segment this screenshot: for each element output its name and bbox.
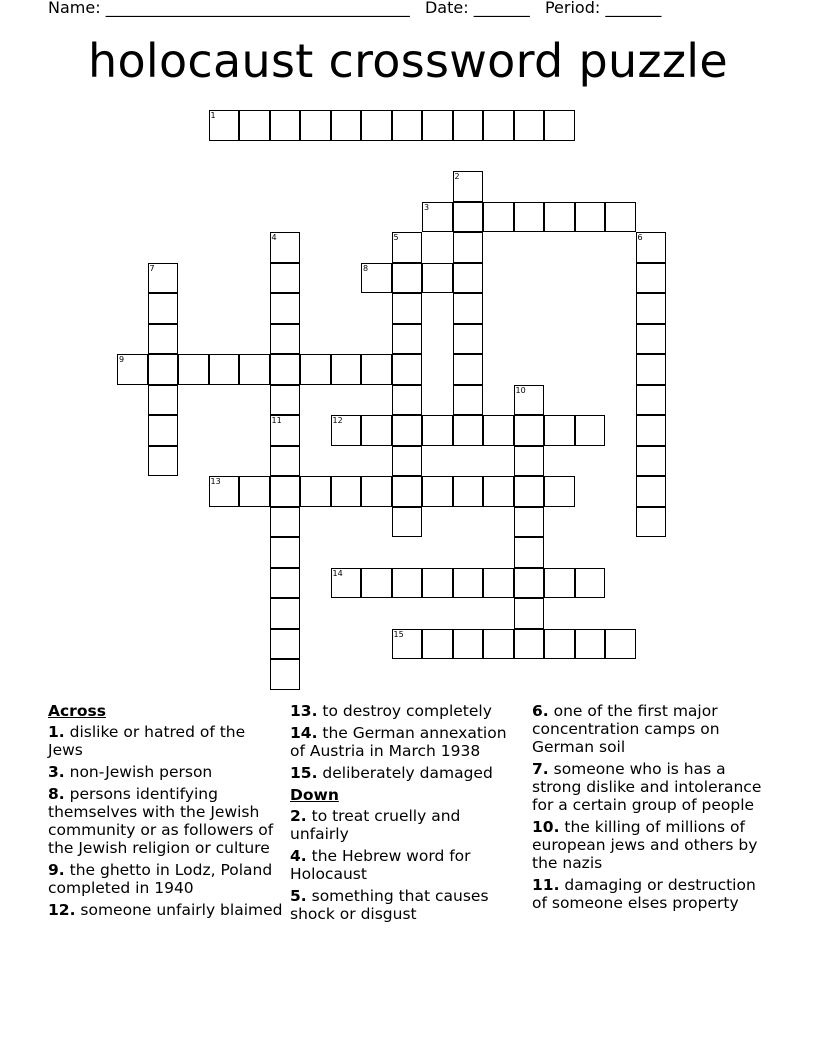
clue-number-label: 15 bbox=[393, 629, 404, 639]
clue-number-label: 3 bbox=[424, 202, 430, 212]
grid-cell[interactable] bbox=[148, 293, 179, 324]
grid-cell[interactable] bbox=[453, 568, 484, 599]
clue-number: 15. bbox=[290, 764, 318, 782]
grid-cell[interactable] bbox=[331, 415, 362, 446]
grid-cell[interactable] bbox=[270, 263, 301, 294]
clue-item bbox=[532, 760, 764, 814]
grid-cell[interactable] bbox=[453, 629, 484, 660]
grid-cell[interactable] bbox=[392, 110, 423, 141]
grid-cell[interactable] bbox=[300, 110, 331, 141]
grid-cell[interactable] bbox=[270, 324, 301, 355]
clue-number: 13. bbox=[290, 702, 318, 720]
grid-cell[interactable] bbox=[422, 263, 453, 294]
grid-cell[interactable] bbox=[453, 354, 484, 385]
grid-cell[interactable] bbox=[270, 415, 301, 446]
clue-number: 4. bbox=[290, 847, 307, 865]
clue-item bbox=[290, 702, 522, 720]
clue-number: 5. bbox=[290, 887, 307, 905]
grid-cell[interactable] bbox=[270, 659, 301, 690]
clue-number-label: 14 bbox=[332, 568, 343, 578]
grid-cell[interactable] bbox=[148, 324, 179, 355]
grid-cell[interactable] bbox=[544, 568, 575, 599]
clue-item bbox=[290, 764, 522, 782]
grid-cell[interactable] bbox=[392, 263, 423, 294]
grid-cell[interactable] bbox=[361, 568, 392, 599]
grid-cell[interactable] bbox=[636, 354, 667, 385]
clue-text: deliberately damaged bbox=[317, 764, 493, 782]
grid-cell[interactable] bbox=[483, 202, 514, 233]
grid-cell[interactable] bbox=[453, 385, 484, 416]
grid-cell[interactable] bbox=[270, 385, 301, 416]
grid-cell[interactable] bbox=[453, 476, 484, 507]
grid-cell[interactable] bbox=[636, 232, 667, 263]
grid-cell[interactable] bbox=[636, 476, 667, 507]
grid-cell[interactable] bbox=[361, 354, 392, 385]
grid-cell[interactable] bbox=[148, 415, 179, 446]
clue-item bbox=[48, 901, 283, 919]
date-blank: _______ bbox=[473, 0, 530, 17]
clue-number-label: 12 bbox=[332, 416, 343, 425]
clue-item bbox=[290, 724, 522, 760]
grid-cell[interactable] bbox=[178, 354, 209, 385]
clue-text: someone who is has a strong dislike and intolerance for a certain group of people bbox=[532, 760, 762, 814]
grid-cell[interactable] bbox=[270, 354, 301, 385]
grid-cell[interactable] bbox=[392, 293, 423, 324]
clue-text: someone unfairly blaimed bbox=[75, 901, 283, 919]
clue-text: the Hebrew word for Holocaust bbox=[290, 847, 471, 883]
clue-number-label: 5 bbox=[393, 233, 399, 242]
grid-cell[interactable] bbox=[514, 629, 545, 660]
grid-cell[interactable] bbox=[422, 110, 453, 141]
grid-cell[interactable] bbox=[422, 202, 453, 233]
grid-cell[interactable] bbox=[544, 415, 575, 446]
grid-cell[interactable] bbox=[270, 568, 301, 599]
grid-cell[interactable] bbox=[544, 476, 575, 507]
clue-item bbox=[532, 818, 764, 872]
grid-cell[interactable] bbox=[300, 476, 331, 507]
clue-text: something that causes shock or disgust bbox=[290, 887, 489, 923]
grid-cell[interactable] bbox=[392, 385, 423, 416]
grid-cell[interactable] bbox=[636, 324, 667, 355]
clue-text: damaging or destruction of someone elses property bbox=[532, 876, 756, 912]
grid-cell[interactable] bbox=[392, 415, 423, 446]
grid-cell[interactable] bbox=[392, 507, 423, 538]
grid-cell[interactable] bbox=[392, 446, 423, 477]
grid-cell[interactable] bbox=[331, 476, 362, 507]
grid-cell[interactable] bbox=[392, 568, 423, 599]
grid-cell[interactable] bbox=[270, 537, 301, 568]
grid-cell[interactable] bbox=[453, 415, 484, 446]
clue-number-label: 4 bbox=[271, 233, 277, 242]
grid-cell[interactable] bbox=[270, 507, 301, 538]
grid-cell[interactable] bbox=[422, 568, 453, 599]
grid-cell[interactable] bbox=[483, 476, 514, 507]
grid-cell[interactable] bbox=[209, 354, 240, 385]
clue-number: 14. bbox=[290, 724, 318, 742]
period-label: Period: bbox=[544, 0, 601, 17]
clue-number-label: 13 bbox=[210, 477, 221, 486]
grid-cell[interactable] bbox=[544, 629, 575, 660]
grid-cell[interactable] bbox=[270, 598, 301, 629]
clue-text: dislike or hatred of the Jews bbox=[48, 723, 246, 759]
grid-cell[interactable] bbox=[239, 476, 270, 507]
clue-item bbox=[290, 887, 522, 923]
clues-column-1 bbox=[48, 702, 283, 923]
clue-section-heading: Down bbox=[290, 786, 339, 804]
grid-cell[interactable] bbox=[453, 202, 484, 233]
clue-number-label: 7 bbox=[149, 263, 155, 273]
grid-cell[interactable] bbox=[148, 263, 179, 294]
clue-text: persons identifying themselves with the Jewish community or as followers of the Jewish religion or culture bbox=[48, 785, 274, 857]
grid-cell[interactable] bbox=[331, 110, 362, 141]
grid-cell[interactable] bbox=[331, 354, 362, 385]
grid-cell[interactable] bbox=[148, 385, 179, 416]
grid-cell[interactable] bbox=[422, 415, 453, 446]
grid-cell[interactable] bbox=[239, 110, 270, 141]
clue-number: 8. bbox=[48, 785, 65, 803]
clue-number: 9. bbox=[48, 861, 65, 879]
clue-number-label: 6 bbox=[637, 233, 643, 242]
grid-cell[interactable] bbox=[514, 507, 545, 538]
clue-text: one of the first major concentration camps on German soil bbox=[532, 702, 720, 756]
grid-cell[interactable] bbox=[636, 507, 667, 538]
grid-cell[interactable] bbox=[544, 202, 575, 233]
clue-number: 12. bbox=[48, 901, 76, 919]
grid-cell[interactable] bbox=[514, 110, 545, 141]
grid-cell[interactable] bbox=[361, 110, 392, 141]
grid-cell[interactable] bbox=[453, 263, 484, 294]
grid-cell[interactable] bbox=[453, 110, 484, 141]
clues-column-2 bbox=[290, 702, 522, 927]
clue-item bbox=[48, 861, 283, 897]
grid-cell[interactable] bbox=[392, 476, 423, 507]
grid-cell[interactable] bbox=[422, 629, 453, 660]
grid-cell[interactable] bbox=[483, 110, 514, 141]
grid-cell[interactable] bbox=[361, 263, 392, 294]
grid-cell[interactable] bbox=[270, 629, 301, 660]
clue-text: to treat cruelly and unfairly bbox=[290, 807, 461, 843]
grid-cell[interactable] bbox=[453, 171, 484, 202]
clue-text: the killing of millions of european jews and others by the nazis bbox=[532, 818, 758, 872]
period-blank: _______ bbox=[605, 0, 662, 17]
clue-text: to destroy completely bbox=[317, 702, 492, 720]
grid-cell[interactable] bbox=[514, 202, 545, 233]
page-title: holocaust crossword puzzle bbox=[88, 34, 728, 88]
grid-cell[interactable] bbox=[239, 354, 270, 385]
clue-number: 6. bbox=[532, 702, 549, 720]
clue-number: 1. bbox=[48, 723, 65, 741]
clue-text: non-Jewish person bbox=[64, 763, 213, 781]
grid-cell[interactable] bbox=[636, 293, 667, 324]
clue-item bbox=[290, 807, 522, 843]
grid-cell[interactable] bbox=[483, 629, 514, 660]
name-blank: ______________________________________ bbox=[105, 0, 410, 17]
grid-cell[interactable] bbox=[453, 293, 484, 324]
clues-column-3 bbox=[532, 702, 764, 916]
clue-number-label: 1 bbox=[210, 111, 216, 120]
clue-number-label: 9 bbox=[119, 355, 125, 364]
grid-cell[interactable] bbox=[148, 446, 179, 477]
clue-number-label: 8 bbox=[363, 263, 369, 273]
grid-cell[interactable] bbox=[270, 232, 301, 263]
grid-cell[interactable] bbox=[453, 324, 484, 355]
grid-cell[interactable] bbox=[514, 598, 545, 629]
grid-cell[interactable] bbox=[483, 415, 514, 446]
grid-cell[interactable] bbox=[636, 385, 667, 416]
grid-cell[interactable] bbox=[514, 537, 545, 568]
clue-number: 10. bbox=[532, 818, 560, 836]
clue-section-heading: Across bbox=[48, 702, 106, 720]
grid-cell[interactable] bbox=[575, 568, 606, 599]
grid-cell[interactable] bbox=[361, 415, 392, 446]
clue-item bbox=[290, 847, 522, 883]
grid-cell[interactable] bbox=[514, 385, 545, 416]
clue-number: 7. bbox=[532, 760, 549, 778]
clue-item bbox=[48, 723, 283, 759]
grid-cell[interactable] bbox=[636, 415, 667, 446]
clue-item bbox=[48, 763, 283, 781]
grid-cell[interactable] bbox=[575, 415, 606, 446]
grid-cell[interactable] bbox=[514, 415, 545, 446]
grid-cell[interactable] bbox=[605, 202, 636, 233]
grid-cell[interactable] bbox=[636, 263, 667, 294]
grid-cell[interactable] bbox=[514, 446, 545, 477]
clue-number-label: 2 bbox=[454, 172, 460, 181]
grid-cell[interactable] bbox=[514, 476, 545, 507]
grid-cell[interactable] bbox=[483, 568, 514, 599]
grid-cell[interactable] bbox=[209, 110, 240, 141]
date-label: Date: bbox=[424, 0, 469, 17]
grid-cell[interactable] bbox=[392, 232, 423, 263]
grid-cell[interactable] bbox=[270, 110, 301, 141]
grid-cell[interactable] bbox=[270, 293, 301, 324]
grid-cell[interactable] bbox=[392, 354, 423, 385]
clue-number-label: 10 bbox=[515, 385, 526, 395]
grid-cell[interactable] bbox=[636, 446, 667, 477]
grid-cell[interactable] bbox=[575, 629, 606, 660]
grid-cell[interactable] bbox=[361, 476, 392, 507]
grid-cell[interactable] bbox=[270, 446, 301, 477]
clue-text: the German annexation of Austria in March 1938 bbox=[290, 724, 507, 760]
grid-cell[interactable] bbox=[544, 110, 575, 141]
grid-cell[interactable] bbox=[148, 354, 179, 385]
grid-cell[interactable] bbox=[117, 354, 148, 385]
grid-cell[interactable] bbox=[300, 354, 331, 385]
grid-cell[interactable] bbox=[270, 476, 301, 507]
clue-number: 11. bbox=[532, 876, 560, 894]
grid-cell[interactable] bbox=[575, 202, 606, 233]
clue-item bbox=[532, 702, 764, 756]
clue-number-label: 11 bbox=[271, 416, 282, 425]
clue-item bbox=[48, 785, 283, 857]
clue-item bbox=[532, 876, 764, 912]
name-label: Name: bbox=[48, 0, 101, 17]
clue-text: the ghetto in Lodz, Poland completed in 1940 bbox=[48, 861, 273, 897]
grid-cell[interactable] bbox=[422, 476, 453, 507]
clue-number: 2. bbox=[290, 807, 307, 825]
grid-cell[interactable] bbox=[331, 568, 362, 599]
grid-cell[interactable] bbox=[209, 476, 240, 507]
grid-cell[interactable] bbox=[514, 568, 545, 599]
grid-cell[interactable] bbox=[392, 324, 423, 355]
grid-cell[interactable] bbox=[605, 629, 636, 660]
grid-cell[interactable] bbox=[453, 232, 484, 263]
clue-number: 3. bbox=[48, 763, 65, 781]
grid-cell[interactable] bbox=[392, 629, 423, 660]
